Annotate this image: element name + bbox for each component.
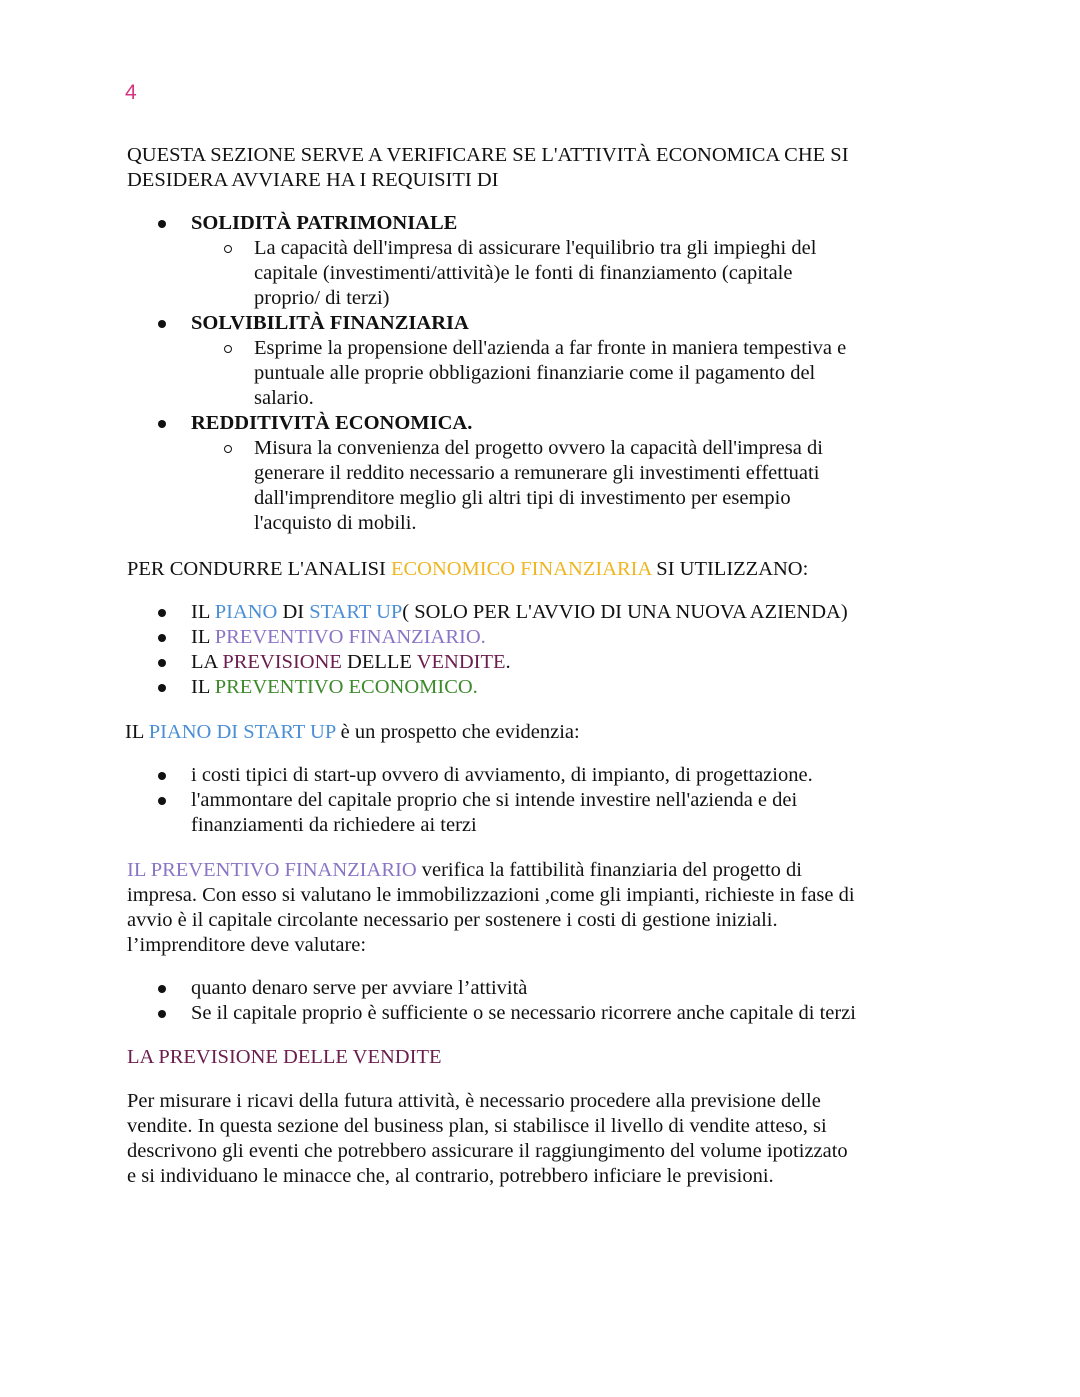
list-item bbox=[127, 650, 957, 675]
previsione-vendite-paragraph bbox=[127, 1089, 957, 1189]
list-item bbox=[127, 976, 957, 1001]
requisito-title: REDDITIVITÀ ECONOMICA. bbox=[191, 412, 473, 434]
analisi-prefix: PER CONDURRE L'ANALISI bbox=[127, 558, 391, 580]
text-line: Per misurare i ricavi della futura attività, è necessario procedere alla previsione delle bbox=[127, 1090, 821, 1112]
page-number: 4 bbox=[125, 81, 137, 104]
list-item bbox=[127, 311, 957, 336]
text: IL bbox=[125, 721, 149, 743]
text: quanto denaro serve per avviare l’attività bbox=[191, 977, 528, 999]
text: IL bbox=[191, 626, 215, 648]
list-item bbox=[127, 625, 957, 650]
bullet-icon bbox=[158, 220, 166, 228]
list-item bbox=[127, 211, 957, 236]
bullet-icon bbox=[158, 420, 166, 428]
bullet-icon bbox=[158, 1010, 166, 1018]
highlight-text: IL PREVENTIVO FINANZIARIO bbox=[127, 859, 417, 881]
requisito-line: Esprime la propensione dell'azienda a far fronte in maniera tempestiva e bbox=[254, 337, 847, 359]
previsione-vendite-heading: LA PREVISIONE DELLE VENDITE bbox=[127, 1046, 442, 1068]
analisi-highlight: ECONOMICO FINANZIARIA bbox=[390, 558, 652, 580]
requisito-line: salario. bbox=[254, 387, 314, 409]
requisito-title: SOLIDITÀ PATRIMONIALE bbox=[191, 212, 458, 234]
highlight-text: PREVENTIVO ECONOMICO. bbox=[214, 676, 478, 698]
requisito-line: generare il reddito necessario a remunerare gli investimenti effettuati bbox=[254, 462, 820, 484]
text: . bbox=[505, 651, 511, 673]
requisito-title: SOLVIBILITÀ FINANZIARIA bbox=[191, 312, 469, 334]
bullet-icon bbox=[158, 797, 166, 805]
start-up-list bbox=[127, 763, 957, 838]
requisito-line: capitale (investimenti/attività)e le fonti di finanziamento (capitale bbox=[254, 262, 793, 284]
strumenti-list bbox=[127, 600, 957, 700]
text-line: e si individuano le minacce che, al contrario, potrebbero inficiare le previsioni. bbox=[127, 1165, 774, 1187]
text-line: impresa. Con esso si valutano le immobilizzazioni ,come gli impianti, richieste in fase di bbox=[127, 884, 855, 906]
text: LA bbox=[191, 651, 223, 673]
text: Se il capitale proprio è sufficiente o se necessario ricorrere anche capitale di terzi bbox=[191, 1002, 856, 1024]
intro-paragraph bbox=[127, 143, 957, 193]
requisito-line: proprio/ di terzi) bbox=[254, 287, 390, 309]
list-item bbox=[127, 436, 957, 536]
text: ( SOLO PER L'AVVIO DI UNA NUOVA AZIENDA) bbox=[402, 601, 848, 623]
text-line: avvio è il capitale circolante necessario per sostenere i costi di gestione iniziali. bbox=[127, 909, 778, 931]
highlight-text: START UP bbox=[309, 601, 403, 623]
list-item bbox=[127, 675, 957, 700]
preventivo-finanziario-paragraph bbox=[127, 858, 957, 958]
start-up-paragraph bbox=[125, 720, 955, 745]
bullet-icon bbox=[158, 659, 166, 667]
preventivo-list bbox=[127, 976, 957, 1026]
text: finanziamenti da richiedere ai terzi bbox=[191, 814, 477, 836]
list-item bbox=[127, 411, 957, 436]
highlight-text: PIANO bbox=[214, 601, 278, 623]
bullet-icon bbox=[158, 772, 166, 780]
intro-line: DESIDERA AVVIARE HA I REQUISITI DI bbox=[127, 169, 499, 191]
text: IL bbox=[191, 676, 215, 698]
highlight-text: PREVENTIVO FINANZIARIO. bbox=[214, 626, 486, 648]
text-line: l’imprenditore deve valutare: bbox=[127, 934, 367, 956]
bullet-icon bbox=[158, 320, 166, 328]
circle-bullet-icon bbox=[224, 245, 232, 253]
text: IL bbox=[191, 601, 215, 623]
text-line: descrivono gli eventi che potrebbero assicurare il raggiungimento del volume ipotizzato bbox=[127, 1140, 848, 1162]
bullet-icon bbox=[158, 609, 166, 617]
highlight-text: VENDITE bbox=[416, 651, 506, 673]
highlight-text: PIANO DI START UP bbox=[148, 721, 336, 743]
bullet-icon bbox=[158, 634, 166, 642]
bullet-icon bbox=[158, 684, 166, 692]
list-item bbox=[127, 788, 957, 838]
text-line bbox=[127, 858, 957, 883]
list-item bbox=[127, 763, 957, 788]
text: l'ammontare del capitale proprio che si intende investire nell'azienda e dei bbox=[191, 789, 798, 811]
list-item bbox=[127, 236, 957, 311]
requisito-line: Misura la convenienza del progetto ovvero la capacità dell'impresa di bbox=[254, 437, 823, 459]
bullet-icon bbox=[158, 985, 166, 993]
analisi-paragraph bbox=[127, 557, 957, 582]
list-item bbox=[127, 600, 957, 625]
requisiti-list bbox=[127, 211, 957, 536]
requisito-line: l'acquisto di mobili. bbox=[254, 512, 417, 534]
text: DI bbox=[277, 601, 310, 623]
text: DELLE bbox=[341, 651, 417, 673]
requisito-line: puntuale alle proprie obbligazioni finanziarie come il pagamento del bbox=[254, 362, 816, 384]
circle-bullet-icon bbox=[224, 345, 232, 353]
circle-bullet-icon bbox=[224, 445, 232, 453]
list-item bbox=[127, 1001, 957, 1026]
requisito-line: dall'imprenditore meglio gli altri tipi di investimento per esempio bbox=[254, 487, 791, 509]
text: verifica la fattibilità finanziaria del progetto di bbox=[416, 859, 802, 881]
list-item bbox=[127, 336, 957, 411]
intro-line: QUESTA SEZIONE SERVE A VERIFICARE SE L'ATTIVITÀ ECONOMICA CHE SI bbox=[127, 144, 849, 166]
highlight-text: PREVISIONE bbox=[222, 651, 342, 673]
text-line: vendite. In questa sezione del business plan, si stabilisce il livello di vendite atteso, si bbox=[127, 1115, 827, 1137]
text: è un prospetto che evidenzia: bbox=[335, 721, 580, 743]
analisi-suffix: SI UTILIZZANO: bbox=[651, 558, 809, 580]
text: i costi tipici di start-up ovvero di avviamento, di impianto, di progettazione. bbox=[191, 764, 813, 786]
requisito-line: La capacità dell'impresa di assicurare l'equilibrio tra gli impieghi del bbox=[254, 237, 817, 259]
